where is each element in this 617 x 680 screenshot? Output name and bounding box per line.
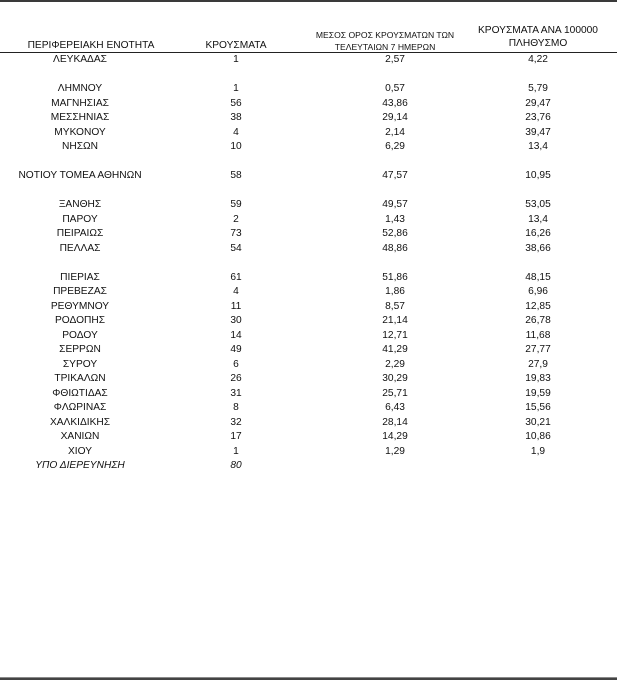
cell-cases-per-100k: 15,56 <box>525 402 551 413</box>
table-row <box>0 416 617 431</box>
cell-region: ΧΑΝΙΩΝ <box>60 431 100 442</box>
cell-region: ΜΥΚΟΝΟΥ <box>54 126 106 138</box>
cell-7day-average: 2,14 <box>385 126 405 138</box>
cell-cases: 30 <box>230 315 242 326</box>
cell-region: ΤΡΙΚΑΛΩΝ <box>54 373 106 384</box>
cell-cases: 11 <box>230 300 242 312</box>
cell-cases-per-100k: 10,86 <box>525 431 551 442</box>
cell-cases: 59 <box>230 199 242 210</box>
cell-cases-per-100k: 13,4 <box>528 213 548 225</box>
table-row <box>0 329 617 344</box>
cell-region: ΠΕΛΛΑΣ <box>59 242 101 254</box>
cell-cases-per-100k: 19,59 <box>525 387 551 399</box>
cell-region: ΠΑΡΟΥ <box>62 213 98 225</box>
cell-region: ΣΕΡΡΩΝ <box>59 344 101 355</box>
cell-cases: 4 <box>233 126 239 138</box>
cell-region: ΠΕΙΡΑΙΩΣ <box>56 228 104 239</box>
cell-7day-average: 21,14 <box>382 315 408 326</box>
cell-7day-average: 2,57 <box>385 54 405 65</box>
cell-cases: 4 <box>233 286 239 297</box>
table-row <box>0 169 617 184</box>
cell-cases: 14 <box>230 329 242 341</box>
cell-cases-per-100k: 11,68 <box>525 329 551 341</box>
table-row <box>0 198 617 213</box>
cell-region: ΣΥΡΟΥ <box>62 358 98 370</box>
header-cases: ΚΡΟΥΣΜΑΤΑ <box>205 40 267 51</box>
cell-7day-average: 51,86 <box>382 271 408 283</box>
cell-7day-average: 30,29 <box>382 373 408 384</box>
cell-7day-average: 6,29 <box>385 141 405 152</box>
cell-region: ΜΕΣΣΗΝΙΑΣ <box>50 112 110 123</box>
cell-cases: 58 <box>230 170 242 181</box>
cell-cases-per-100k: 16,26 <box>525 228 551 239</box>
table-spacer-row <box>0 184 617 199</box>
table-row <box>0 271 617 286</box>
cell-cases: 2 <box>233 213 239 225</box>
table-row <box>0 401 617 416</box>
cell-7day-average: 43,86 <box>382 97 408 109</box>
cell-7day-average: 2,29 <box>385 358 405 370</box>
cell-cases-per-100k: 53,05 <box>525 199 551 210</box>
cell-cases-per-100k: 6,96 <box>528 286 548 297</box>
cell-7day-average: 8,57 <box>385 300 405 312</box>
cell-cases-per-100k: 12,85 <box>525 300 551 312</box>
cell-7day-average: 14,29 <box>382 431 408 442</box>
cell-7day-average: 1,29 <box>385 445 405 457</box>
cell-region: ΥΠΟ ΔΙΕΡΕΥΝΗΣΗ <box>35 460 125 471</box>
cell-cases: 1 <box>233 83 239 94</box>
cell-7day-average: 12,71 <box>382 329 408 341</box>
header-7day-average-line2: ΤΕΛΕΥΤΑΙΩΝ 7 ΗΜΕΡΩΝ <box>334 42 436 52</box>
table-row <box>0 242 617 257</box>
cell-cases: 6 <box>233 358 239 370</box>
table-row <box>0 459 617 474</box>
cell-cases-per-100k: 27,77 <box>525 344 551 355</box>
cell-cases-per-100k: 38,66 <box>525 242 551 254</box>
cell-cases: 1 <box>233 445 239 457</box>
header-7day-average-line1: ΜΕΣΟΣ ΟΡΟΣ ΚΡΟΥΣΜΑΤΩΝ ΤΩΝ <box>315 30 455 40</box>
table-row <box>0 300 617 315</box>
cell-cases-per-100k: 10,95 <box>525 170 551 181</box>
cell-cases: 26 <box>230 373 242 384</box>
cell-7day-average: 47,57 <box>382 170 408 181</box>
cell-cases-per-100k: 19,83 <box>525 373 551 384</box>
cell-region: ΧΑΛΚΙΔΙΚΗΣ <box>49 416 111 428</box>
cell-7day-average: 48,86 <box>382 242 408 254</box>
cell-7day-average: 0,57 <box>385 83 405 94</box>
cell-region: ΧΙΟΥ <box>67 445 93 457</box>
cell-region: ΠΡΕΒΕΖΑΣ <box>53 286 107 297</box>
cell-cases-per-100k: 29,47 <box>525 97 551 109</box>
header-region: ΠΕΡΙΦΕΡΕΙΑΚΗ ΕΝΟΤΗΤΑ <box>27 40 155 51</box>
cell-cases: 10 <box>230 141 242 152</box>
table-row <box>0 343 617 358</box>
cell-cases-per-100k: 26,78 <box>525 315 551 326</box>
cell-region: ΦΛΩΡΙΝΑΣ <box>53 402 107 413</box>
cell-cases: 8 <box>233 402 239 413</box>
cell-7day-average: 52,86 <box>382 228 408 239</box>
cell-cases: 31 <box>230 387 242 399</box>
table-row <box>0 82 617 97</box>
cell-7day-average: 41,29 <box>382 344 408 355</box>
cell-region: ΠΙΕΡΙΑΣ <box>60 271 100 283</box>
cell-cases-per-100k: 1,9 <box>530 445 546 457</box>
table-row <box>0 53 617 68</box>
cell-region: ΦΘΙΩΤΙΔΑΣ <box>52 387 108 399</box>
cell-region: ΡΟΔΟΠΗΣ <box>54 315 106 326</box>
cell-cases: 17 <box>230 431 242 442</box>
cell-cases-per-100k: 13,4 <box>528 141 548 152</box>
header-cases-per-100k-line2: ΠΛΗΘΥΣΜΟ <box>508 38 568 49</box>
cell-region: ΝΗΣΩΝ <box>62 141 98 152</box>
cell-cases: 80 <box>230 460 242 471</box>
cell-cases-per-100k: 48,15 <box>525 271 551 283</box>
table-row <box>0 387 617 402</box>
cell-cases: 61 <box>230 271 242 283</box>
cell-cases-per-100k: 27,9 <box>528 358 548 370</box>
cell-region: ΡΟΔΟΥ <box>62 329 98 341</box>
table-row <box>0 213 617 228</box>
table-row <box>0 445 617 460</box>
cell-region: ΞΑΝΘΗΣ <box>58 199 102 210</box>
table-body <box>0 53 617 474</box>
cell-cases: 38 <box>230 112 242 123</box>
cell-region: ΛΕΥΚΑΔΑΣ <box>53 54 107 65</box>
cell-cases-per-100k: 4,22 <box>528 54 548 65</box>
cell-region: ΜΑΓΝΗΣΙΑΣ <box>51 97 109 109</box>
table-row <box>0 140 617 155</box>
table-row <box>0 372 617 387</box>
cell-7day-average: 1,43 <box>385 213 405 225</box>
cell-cases: 73 <box>230 228 242 239</box>
table-row <box>0 358 617 373</box>
cell-cases: 1 <box>233 54 239 65</box>
header-cases-per-100k <box>468 24 608 50</box>
cell-cases-per-100k: 23,76 <box>525 112 551 123</box>
table-header <box>0 0 617 53</box>
table-row <box>0 97 617 112</box>
cell-region: ΛΗΜΝΟΥ <box>57 83 103 94</box>
cell-cases-per-100k: 30,21 <box>525 416 551 428</box>
table-row <box>0 227 617 242</box>
table-row <box>0 285 617 300</box>
cell-cases-per-100k: 39,47 <box>525 126 551 138</box>
cell-7day-average: 1,86 <box>385 286 405 297</box>
table-spacer-row <box>0 155 617 170</box>
table-spacer-row <box>0 68 617 83</box>
table-spacer-row <box>0 256 617 271</box>
cell-7day-average: 49,57 <box>382 199 408 210</box>
cell-cases: 56 <box>230 97 242 109</box>
cell-7day-average: 25,71 <box>382 387 408 399</box>
table-row <box>0 430 617 445</box>
cell-cases-per-100k: 5,79 <box>528 83 548 94</box>
cell-cases: 49 <box>230 344 242 355</box>
cell-cases: 32 <box>230 416 242 428</box>
table-row <box>0 111 617 126</box>
cell-region: ΝΟΤΙΟΥ ΤΟΜΕΑ ΑΘΗΝΩΝ <box>18 170 142 181</box>
header-7day-average <box>300 29 470 53</box>
table-row <box>0 126 617 141</box>
cell-7day-average: 6,43 <box>385 402 405 413</box>
cell-7day-average: 28,14 <box>382 416 408 428</box>
header-cases-per-100k-line1: ΚΡΟΥΣΜΑΤΑ ΑΝΑ 100000 <box>478 25 598 36</box>
cell-cases: 54 <box>230 242 242 254</box>
cell-7day-average: 29,14 <box>382 112 408 123</box>
cell-region: ΡΕΘΥΜΝΟΥ <box>50 300 110 312</box>
table-row <box>0 314 617 329</box>
